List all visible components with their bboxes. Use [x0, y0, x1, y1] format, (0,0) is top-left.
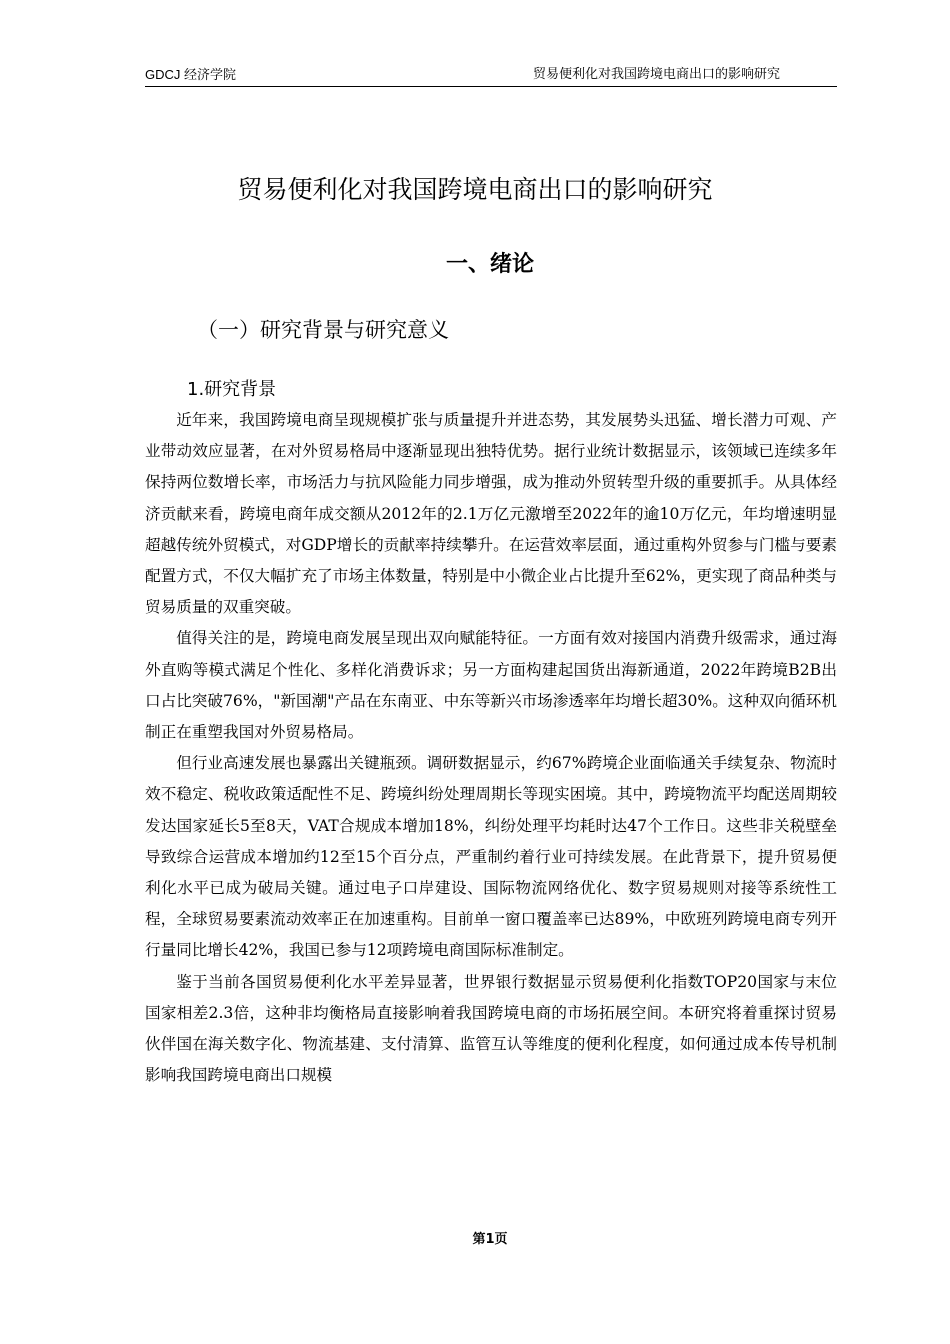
- running-header: [145, 66, 837, 87]
- paragraph: 鉴于当前各国贸易便利化水平差异显著，世界银行数据显示贸易便利化指数TOP20国家与末位国家相差2.3倍，这种非均衡格局直接影响着我国跨境电商的市场拓展空间。本研究将着重探讨贸易伙伴国在海关数字化、物流基建、支付清算、监管互认等维度的便利化程度，如何通过成本传导机制影响我国跨境电商出口规模: [145, 972, 837, 1085]
- header-institution: GDCJ 经济学院: [145, 67, 237, 82]
- body-text: [145, 405, 837, 1091]
- chapter-heading: 一、绪论: [445, 252, 534, 277]
- header-running-title: 贸易便利化对我国跨境电商出口的影响研究: [532, 67, 780, 82]
- paragraph: 值得关注的是，跨境电商发展呈现出双向赋能特征。一方面有效对接国内消费升级需求，通过海外直购等模式满足个性化、多样化消费诉求；另一方面构建起国货出海新通道，2022年跨境B2B出口占比突破76%，"新国潮"产品在东南亚、中东等新兴市场渗透率年均增长超30%。这种双向循环机制正在重塑我国对外贸易格局。: [145, 629, 837, 742]
- page-number: 第1页: [472, 1232, 508, 1247]
- paper-title: 贸易便利化对我国跨境电商出口的影响研究: [237, 175, 713, 204]
- paragraph: 但行业高速发展也暴露出关键瓶颈。调研数据显示，约67%跨境企业面临通关手续复杂、物流时效不稳定、税收政策适配性不足、跨境纠纷处理周期长等现实困境。其中，跨境物流平均配送周期较发达国家延长5至8天，VAT合规成本增加18%，纠纷处理平均耗时达47个工作日。这些非关税壁垒导致综合运营成本增加约12至15个百分点，严重制约着行业可持续发展。在此背景下，提升贸易便利化水平已成为破局关键。通过电子口岸建设、国际物流网络优化、数字贸易规则对接等系统性工程，全球贸易要素流动效率正在加速重构。目前单一窗口覆盖率已达89%，中欧班列跨境电商专列开行量同比增长42%，我国已参与12项跨境电商国际标准制定。: [145, 754, 837, 960]
- subsection-heading: 1.研究背景: [187, 379, 277, 400]
- paragraph: 近年来，我国跨境电商呈现规模扩张与质量提升并进态势，其发展势头迅猛、增长潜力可观、产业带动效应显著，在对外贸易格局中逐渐显现出独特优势。据行业统计数据显示，该领域已连续多年保持两位数增长率，市场活力与抗风险能力同步增强，成为推动外贸转型升级的重要抓手。从具体经济贡献来看，跨境电商年成交额从2012年的2.1万亿元激增至2022年的逾10万亿元，年均增速明显超越传统外贸模式，对GDP增长的贡献率持续攀升。在运营效率层面，通过重构外贸参与门槛与要素配置方式，不仅大幅扩充了市场主体数量，特别是中小微企业占比提升至62%，更实现了商品种类与贸易质量的双重突破。: [145, 411, 837, 617]
- section-heading: （一）研究背景与研究意义: [197, 318, 449, 342]
